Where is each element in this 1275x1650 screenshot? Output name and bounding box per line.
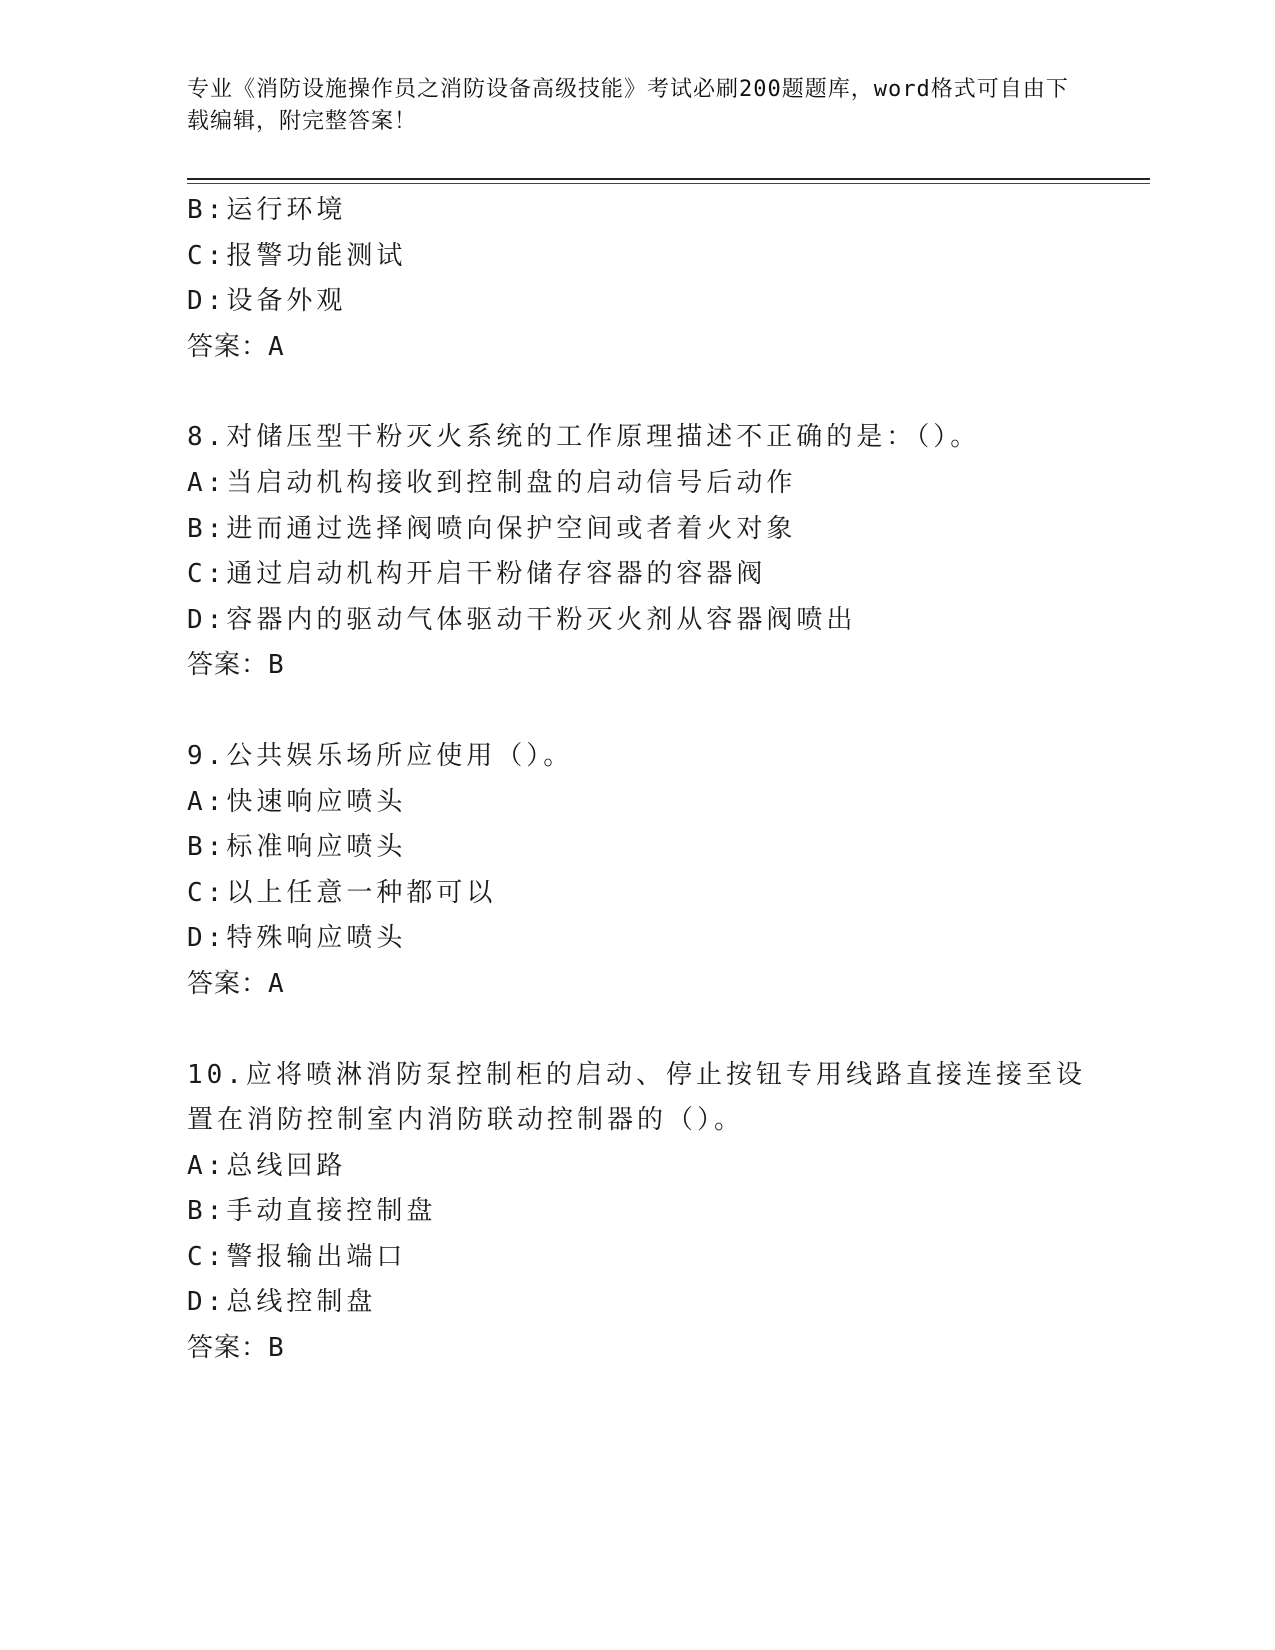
answer-line: 答案：A	[187, 331, 285, 362]
answer-line: 答案：B	[187, 650, 285, 681]
option-d	[187, 1280, 1087, 1326]
option-text: 进而通过选择阀喷向保护空间或者着火对象	[226, 513, 797, 544]
option-a	[187, 461, 1087, 507]
option-d	[187, 279, 1087, 325]
option-b	[187, 825, 1087, 871]
option-a	[187, 780, 1087, 826]
option-text: 警报输出端口	[226, 1241, 407, 1272]
question-block-10	[187, 1053, 1087, 1372]
option-letter: C:	[187, 559, 227, 590]
option-letter: A:	[187, 1150, 227, 1181]
option-letter: D:	[187, 1287, 227, 1318]
option-letter: C:	[187, 877, 227, 908]
option-text: 容器内的驱动气体驱动干粉灭火剂从容器阀喷出	[226, 604, 857, 635]
option-a	[187, 1144, 1087, 1190]
option-letter: B:	[187, 1196, 227, 1227]
option-text: 手动直接控制盘	[226, 1196, 437, 1227]
option-text: 运行环境	[226, 195, 347, 225]
option-text: 设备外观	[226, 286, 347, 317]
option-letter: A:	[187, 786, 227, 817]
option-letter: A:	[187, 467, 227, 498]
option-letter: B:	[187, 832, 227, 863]
option-c	[187, 234, 1087, 280]
question-stem: 10.应将喷淋消防泵控制柜的启动、停止按钮专用线路直接连接至设置在消防控制室内消防联动控制器的（）。	[187, 1059, 1086, 1136]
option-text: 当启动机构接收到控制盘的启动信号后动作	[226, 467, 797, 498]
option-text: 标准响应喷头	[226, 832, 407, 863]
spacer	[187, 370, 1087, 415]
option-b	[187, 1189, 1087, 1235]
document-header: 专业《消防设施操作员之消防设备高级技能》考试必刷200题题库，word格式可自由下载编辑，附完整答案！	[187, 77, 1069, 134]
option-c	[187, 552, 1087, 598]
spacer	[187, 689, 1087, 734]
option-letter: B:	[187, 195, 227, 225]
option-c	[187, 1235, 1087, 1281]
option-text: 总线控制盘	[226, 1287, 377, 1318]
option-letter: B:	[187, 513, 227, 544]
question-stem: 9.公共娱乐场所应使用（）。	[187, 740, 574, 771]
question-block-8	[187, 415, 1087, 689]
option-letter: D:	[187, 604, 227, 635]
question-list	[187, 188, 1087, 1372]
option-text: 总线回路	[226, 1150, 347, 1181]
answer-line: 答案：A	[187, 968, 285, 999]
option-text: 快速响应喷头	[226, 786, 407, 817]
option-b	[187, 507, 1087, 553]
answer-line: 答案：B	[187, 1333, 285, 1364]
question-block-partial	[187, 188, 1087, 370]
option-text: 报警功能测试	[226, 240, 407, 271]
question-stem: 8.对储压型干粉灭火系统的工作原理描述不正确的是：（）。	[187, 422, 981, 453]
option-text: 以上任意一种都可以	[226, 877, 497, 908]
option-letter: C:	[187, 240, 227, 271]
question-block-9	[187, 734, 1087, 1008]
header-divider-thick	[187, 178, 1150, 180]
option-b	[187, 188, 1087, 234]
spacer	[187, 1008, 1087, 1053]
option-letter: C:	[187, 1241, 227, 1272]
option-text: 特殊响应喷头	[226, 923, 407, 954]
option-letter: D:	[187, 923, 227, 954]
option-d	[187, 916, 1087, 962]
option-c	[187, 871, 1087, 917]
option-text: 通过启动机构开启干粉储存容器的容器阀	[226, 559, 767, 590]
option-d	[187, 598, 1087, 644]
option-letter: D:	[187, 286, 227, 317]
header-divider-thin	[187, 183, 1150, 184]
